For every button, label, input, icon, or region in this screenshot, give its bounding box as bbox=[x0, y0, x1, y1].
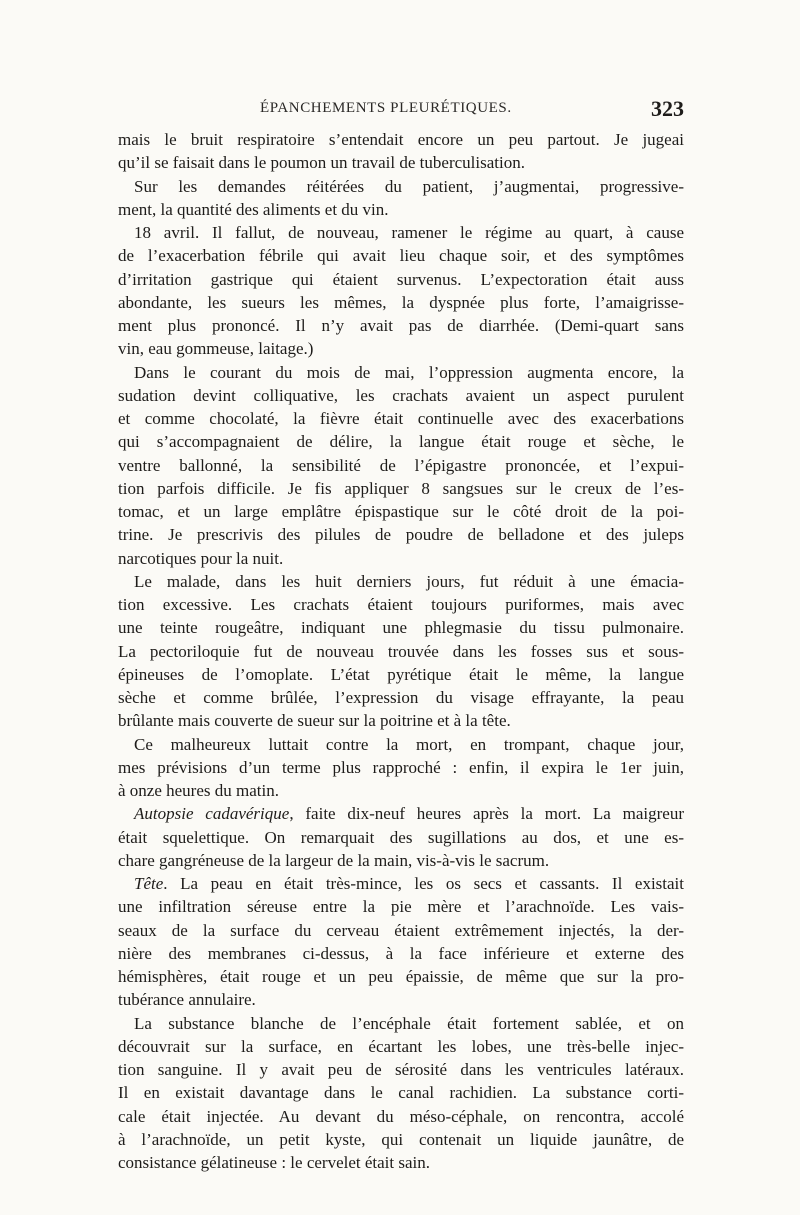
text-line: tion excessive. Les crachats étaient toujours puriformes, mais avec bbox=[118, 595, 684, 614]
text-line: tomac, et un large emplâtre épispastique sur le côté droit de la poi- bbox=[118, 502, 684, 521]
text-line: qu’il se faisait dans le poumon un travail de tuberculisation. bbox=[118, 153, 525, 173]
text-line: mes prévisions d’un terme plus rapproché : enfin, il expira le 1er juin, bbox=[118, 757, 684, 777]
text-line: seaux de la surface du cerveau étaient extrêmement injectés, la der- bbox=[118, 920, 684, 940]
text-line: de l’exacerbation fébrile qui avait lieu chaque soir, et des symptômes bbox=[118, 246, 684, 266]
text-line: La pectoriloquie fut de nouveau trouvée dans les fosses sus et sous- bbox=[118, 641, 684, 661]
text-line: Le malade, dans les huit derniers jours, fut réduit à une émacia- bbox=[134, 571, 684, 591]
text-line: Dans le courant du mois de mai, l’oppression augmenta encore, la bbox=[134, 362, 684, 382]
text-line: cale était injectée. Au devant du méso-céphale, on rencontra, accolé bbox=[118, 1106, 684, 1126]
text-line: tubérance annulaire. bbox=[118, 990, 256, 1010]
text-run: , faite dix-neuf heures après la mort. La maigreur bbox=[289, 804, 684, 824]
text-line: La substance blanche de l’encéphale était fortement sablée, et on bbox=[134, 1013, 684, 1033]
text-line: découvrait sur la surface, en écartant les lobes, une très-belle injec- bbox=[118, 1036, 684, 1056]
running-title: ÉPANCHEMENTS PLEURÉTIQUES. bbox=[260, 100, 512, 116]
text-line: Ce malheureux luttait contre la mort, en trompant, chaque jour, bbox=[134, 734, 684, 754]
text-line: d’irritation gastrique qui étaient survenus. L’expectoration était auss bbox=[118, 269, 684, 289]
text-run: . La peau en était très-mince, les os secs et cassants. Il existait bbox=[163, 874, 684, 893]
text-line: et comme chocolaté, la fièvre était continuelle avec des exacerbations bbox=[118, 409, 684, 428]
text-line: à onze heures du matin. bbox=[118, 781, 279, 800]
text-line: était squelettique. On remarquait des sugillations au dos, et une es- bbox=[118, 827, 684, 847]
text-line: qui s’accompagnaient de délire, la langue était rouge et sèche, le bbox=[118, 432, 684, 452]
text-line: une infiltration séreuse entre la pie mère et l’arachnoïde. Les vais- bbox=[118, 897, 684, 917]
italic-heading-tete: Tête bbox=[134, 874, 164, 893]
text-line: consistance gélatineuse : le cervelet était sain. bbox=[118, 1153, 431, 1172]
text-line: chare gangréneuse de la largeur de la main, vis-à-vis le sacrum. bbox=[118, 850, 550, 870]
text-line: trine. Je prescrivis des pilules de poudre de belladone et des juleps bbox=[118, 525, 684, 545]
text-line: sèche et comme brûlée, l’expression du visage effrayante, la peau bbox=[118, 688, 684, 707]
text-line: sudation devint colliquative, les crachats avaient un aspect purulent bbox=[118, 385, 684, 405]
text-line: une teinte rougeâtre, indiquant une phlegmasie du tissu pulmonaire. bbox=[118, 618, 684, 638]
text-line bbox=[118, 872, 684, 895]
text-line: mais le bruit respiratoire s’entendait encore un peu partout. Je jugeai bbox=[118, 130, 684, 149]
running-header bbox=[118, 96, 684, 124]
text-line: à l’arachnoïde, un petit kyste, qui contenait un liquide jaunâtre, de bbox=[118, 1129, 684, 1149]
text-line: ventre ballonné, la sensibilité de l’épigastre prononcée, et l’expui- bbox=[118, 455, 684, 475]
text-line: brûlante mais couverte de sueur sur la poitrine et à la tête. bbox=[118, 711, 511, 731]
text-line: ment, la quantité des aliments et du vin. bbox=[118, 199, 389, 219]
italic-heading-autopsie: Autopsie cadavérique bbox=[134, 804, 290, 824]
text-line: abondante, les sueurs les mêmes, la dyspnée plus forte, l’amaigrisse- bbox=[118, 292, 684, 312]
text-line: tion parfois difficile. Je fis appliquer 8 sangsues sur le creux de l’es- bbox=[118, 478, 684, 498]
page-number: 323 bbox=[651, 96, 684, 121]
text-line: Il en existait davantage dans le canal rachidien. La substance corti- bbox=[118, 1083, 684, 1103]
text-line: épineuses de l’omoplate. L’état pyrétique était le même, la langue bbox=[118, 664, 684, 684]
text-line: tion sanguine. Il y avait peu de sérosité dans les ventricules latéraux. bbox=[118, 1060, 684, 1079]
text-line: narcotiques pour la nuit. bbox=[118, 548, 284, 568]
text-line: vin, eau gommeuse, laitage.) bbox=[118, 339, 314, 359]
text-line: ment plus prononcé. Il n’y avait pas de diarrhée. (Demi-quart sans bbox=[118, 316, 684, 335]
text-line: nière des membranes ci-dessus, à la face inférieure et externe des bbox=[118, 943, 684, 963]
body-text bbox=[118, 128, 684, 1174]
text-line: Sur les demandes réitérées du patient, j’augmentai, progressive- bbox=[134, 176, 684, 196]
text-line: 18 avril. Il fallut, de nouveau, ramener le régime au quart, à cause bbox=[134, 223, 684, 242]
text-line: hémisphères, était rouge et un peu épaissie, de même que sur la pro- bbox=[118, 967, 684, 986]
text-line bbox=[118, 802, 684, 825]
